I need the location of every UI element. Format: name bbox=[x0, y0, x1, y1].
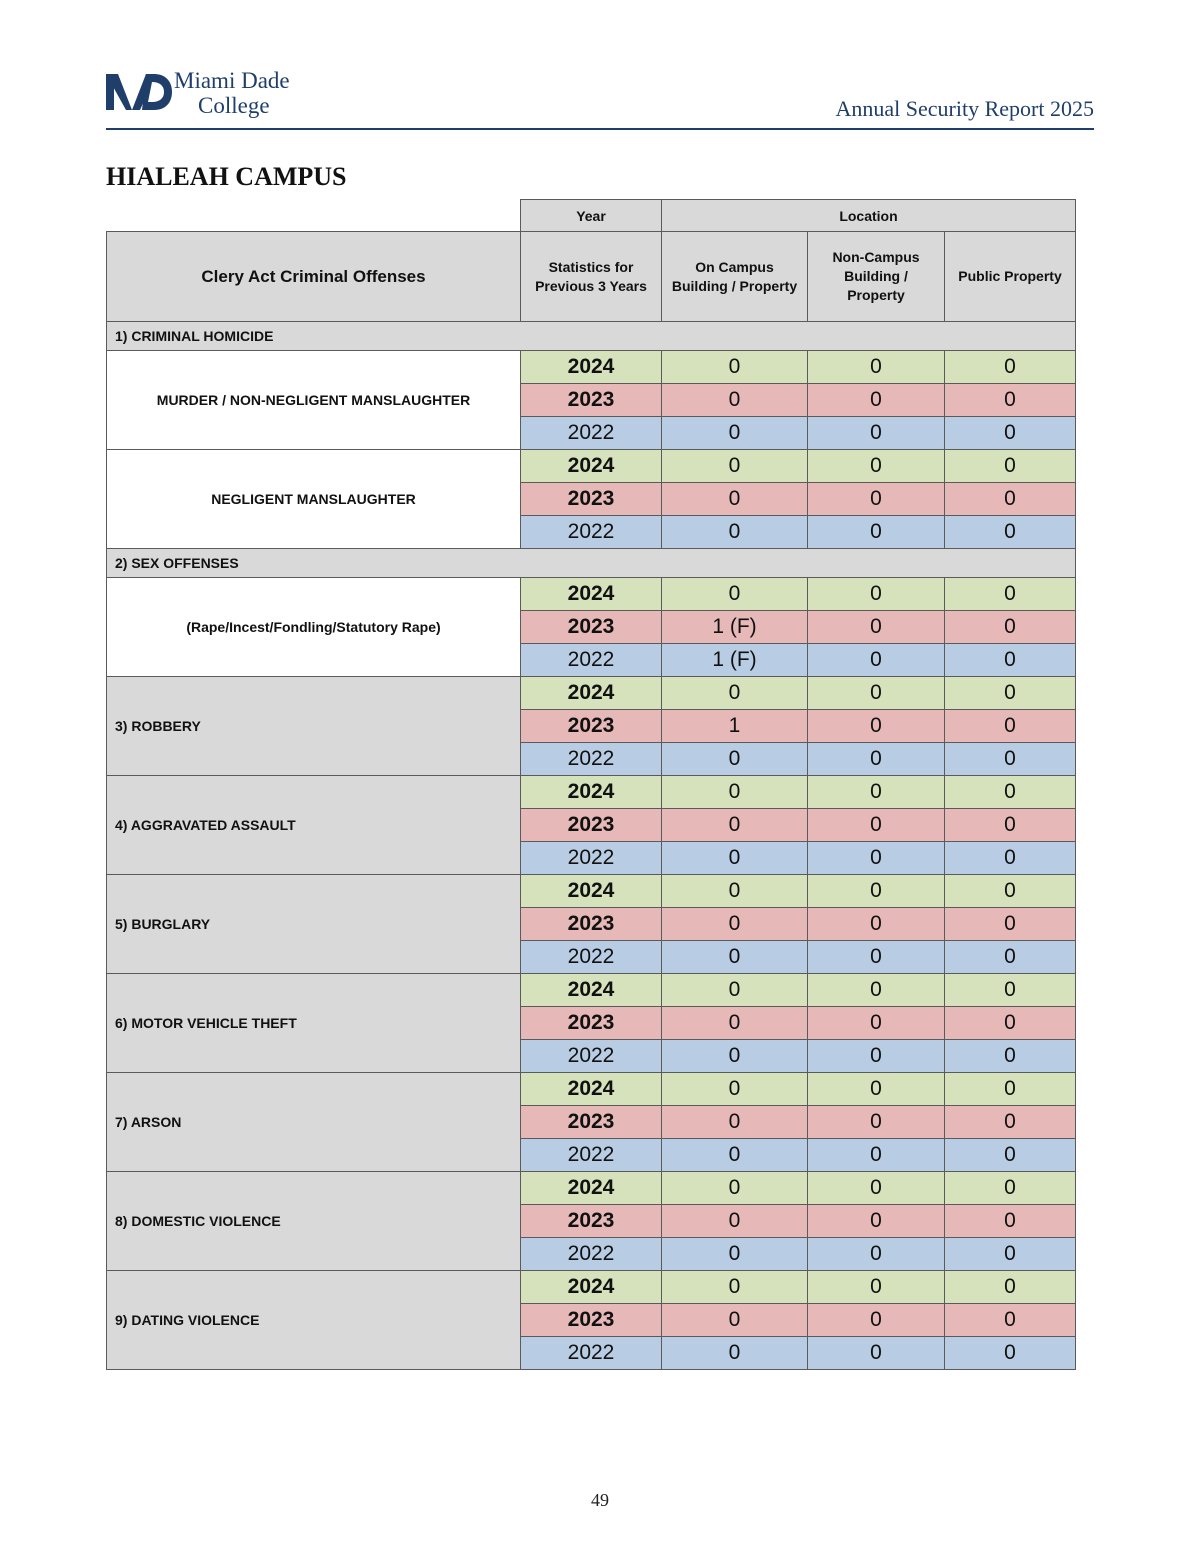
public-property-cell: 0 bbox=[945, 384, 1076, 417]
table-row bbox=[107, 974, 1076, 1007]
on-campus-cell: 0 bbox=[662, 483, 808, 516]
page-header bbox=[106, 68, 1094, 130]
public-property-cell: 0 bbox=[945, 1205, 1076, 1238]
section-row bbox=[107, 549, 1076, 578]
non-campus-cell: 0 bbox=[808, 842, 945, 875]
on-campus-cell: 1 (F) bbox=[662, 611, 808, 644]
year-cell: 2024 bbox=[521, 578, 662, 611]
public-property-cell: 0 bbox=[945, 809, 1076, 842]
on-campus-cell: 0 bbox=[662, 1172, 808, 1205]
public-property-cell: 0 bbox=[945, 1238, 1076, 1271]
col-header-public-property: Public Property bbox=[945, 232, 1076, 322]
on-campus-cell: 0 bbox=[662, 875, 808, 908]
year-cell: 2022 bbox=[521, 743, 662, 776]
public-property-cell: 0 bbox=[945, 1337, 1076, 1370]
year-cell: 2024 bbox=[521, 677, 662, 710]
year-cell: 2023 bbox=[521, 1106, 662, 1139]
on-campus-cell: 0 bbox=[662, 1337, 808, 1370]
on-campus-cell: 0 bbox=[662, 1271, 808, 1304]
on-campus-cell: 0 bbox=[662, 743, 808, 776]
public-property-cell: 0 bbox=[945, 611, 1076, 644]
year-cell: 2023 bbox=[521, 1007, 662, 1040]
non-campus-cell: 0 bbox=[808, 1106, 945, 1139]
offense-label: 7) ARSON bbox=[107, 1073, 521, 1172]
non-campus-cell: 0 bbox=[808, 1040, 945, 1073]
year-cell: 2022 bbox=[521, 1238, 662, 1271]
public-property-cell: 0 bbox=[945, 1073, 1076, 1106]
year-cell: 2024 bbox=[521, 776, 662, 809]
on-campus-cell: 0 bbox=[662, 809, 808, 842]
section-row bbox=[107, 322, 1076, 351]
public-property-cell: 0 bbox=[945, 743, 1076, 776]
table-row bbox=[107, 578, 1076, 611]
year-cell: 2022 bbox=[521, 644, 662, 677]
year-cell: 2022 bbox=[521, 1337, 662, 1370]
campus-title: HIALEAH CAMPUS bbox=[106, 162, 347, 191]
table-row bbox=[107, 351, 1076, 384]
non-campus-cell: 0 bbox=[808, 450, 945, 483]
on-campus-cell: 0 bbox=[662, 974, 808, 1007]
table-row bbox=[107, 1172, 1076, 1205]
year-cell: 2024 bbox=[521, 1073, 662, 1106]
on-campus-cell: 0 bbox=[662, 908, 808, 941]
col-header-offenses: Clery Act Criminal Offenses bbox=[107, 232, 521, 322]
col-header-non-campus: Non-Campus Building / Property bbox=[808, 232, 945, 322]
public-property-cell: 0 bbox=[945, 842, 1076, 875]
table-row bbox=[107, 1073, 1076, 1106]
on-campus-cell: 0 bbox=[662, 450, 808, 483]
non-campus-cell: 0 bbox=[808, 1073, 945, 1106]
col-header-on-campus: On Campus Building / Property bbox=[662, 232, 808, 322]
on-campus-cell: 0 bbox=[662, 516, 808, 549]
year-cell: 2022 bbox=[521, 1139, 662, 1172]
on-campus-cell: 0 bbox=[662, 1139, 808, 1172]
offense-label: 3) ROBBERY bbox=[107, 677, 521, 776]
non-campus-cell: 0 bbox=[808, 611, 945, 644]
non-campus-cell: 0 bbox=[808, 1271, 945, 1304]
non-campus-cell: 0 bbox=[808, 384, 945, 417]
year-cell: 2023 bbox=[521, 384, 662, 417]
year-cell: 2024 bbox=[521, 450, 662, 483]
non-campus-cell: 0 bbox=[808, 578, 945, 611]
header-year: Year bbox=[521, 200, 662, 232]
non-campus-cell: 0 bbox=[808, 1337, 945, 1370]
year-cell: 2022 bbox=[521, 842, 662, 875]
offense-label: 6) MOTOR VEHICLE THEFT bbox=[107, 974, 521, 1073]
year-cell: 2022 bbox=[521, 516, 662, 549]
logo-line-1: Miami Dade bbox=[174, 68, 290, 93]
year-cell: 2023 bbox=[521, 1304, 662, 1337]
on-campus-cell: 0 bbox=[662, 578, 808, 611]
non-campus-cell: 0 bbox=[808, 1007, 945, 1040]
public-property-cell: 0 bbox=[945, 776, 1076, 809]
non-campus-cell: 0 bbox=[808, 417, 945, 450]
header-location: Location bbox=[662, 200, 1076, 232]
public-property-cell: 0 bbox=[945, 1172, 1076, 1205]
offense-label: 8) DOMESTIC VIOLENCE bbox=[107, 1172, 521, 1271]
non-campus-cell: 0 bbox=[808, 908, 945, 941]
non-campus-cell: 0 bbox=[808, 644, 945, 677]
on-campus-cell: 0 bbox=[662, 417, 808, 450]
crime-statistics-table bbox=[106, 199, 1076, 1370]
non-campus-cell: 0 bbox=[808, 1139, 945, 1172]
table-row bbox=[107, 450, 1076, 483]
public-property-cell: 0 bbox=[945, 516, 1076, 549]
on-campus-cell: 0 bbox=[662, 941, 808, 974]
year-cell: 2023 bbox=[521, 611, 662, 644]
section-label: 2) SEX OFFENSES bbox=[107, 549, 1076, 578]
year-cell: 2024 bbox=[521, 875, 662, 908]
on-campus-cell: 0 bbox=[662, 1238, 808, 1271]
non-campus-cell: 0 bbox=[808, 1172, 945, 1205]
offense-label: 9) DATING VIOLENCE bbox=[107, 1271, 521, 1370]
year-cell: 2022 bbox=[521, 417, 662, 450]
non-campus-cell: 0 bbox=[808, 1238, 945, 1271]
public-property-cell: 0 bbox=[945, 941, 1076, 974]
year-cell: 2022 bbox=[521, 1040, 662, 1073]
year-cell: 2024 bbox=[521, 1172, 662, 1205]
offense-label: (Rape/Incest/Fondling/Statutory Rape) bbox=[107, 578, 521, 677]
non-campus-cell: 0 bbox=[808, 776, 945, 809]
public-property-cell: 0 bbox=[945, 974, 1076, 1007]
year-cell: 2024 bbox=[521, 974, 662, 1007]
year-cell: 2022 bbox=[521, 941, 662, 974]
report-title: Annual Security Report 2025 bbox=[835, 96, 1094, 121]
mdc-logo-icon bbox=[106, 70, 172, 114]
logo-wordmark bbox=[174, 68, 290, 118]
on-campus-cell: 0 bbox=[662, 842, 808, 875]
public-property-cell: 0 bbox=[945, 351, 1076, 384]
year-cell: 2023 bbox=[521, 483, 662, 516]
year-cell: 2023 bbox=[521, 809, 662, 842]
on-campus-cell: 0 bbox=[662, 1205, 808, 1238]
non-campus-cell: 0 bbox=[808, 1304, 945, 1337]
non-campus-cell: 0 bbox=[808, 516, 945, 549]
table-row bbox=[107, 1271, 1076, 1304]
section-label: 1) CRIMINAL HOMICIDE bbox=[107, 322, 1076, 351]
non-campus-cell: 0 bbox=[808, 941, 945, 974]
non-campus-cell: 0 bbox=[808, 809, 945, 842]
public-property-cell: 0 bbox=[945, 908, 1076, 941]
table-row bbox=[107, 875, 1076, 908]
on-campus-cell: 0 bbox=[662, 384, 808, 417]
on-campus-cell: 0 bbox=[662, 1106, 808, 1139]
offense-label: 5) BURGLARY bbox=[107, 875, 521, 974]
public-property-cell: 0 bbox=[945, 483, 1076, 516]
header-spacer bbox=[107, 200, 521, 232]
offense-label: NEGLIGENT MANSLAUGHTER bbox=[107, 450, 521, 549]
on-campus-cell: 0 bbox=[662, 1040, 808, 1073]
logo-line-2: College bbox=[198, 93, 270, 118]
on-campus-cell: 1 (F) bbox=[662, 644, 808, 677]
on-campus-cell: 0 bbox=[662, 1304, 808, 1337]
public-property-cell: 0 bbox=[945, 1271, 1076, 1304]
on-campus-cell: 0 bbox=[662, 1073, 808, 1106]
public-property-cell: 0 bbox=[945, 875, 1076, 908]
col-header-statistics: Statistics for Previous 3 Years bbox=[521, 232, 662, 322]
on-campus-cell: 0 bbox=[662, 677, 808, 710]
non-campus-cell: 0 bbox=[808, 974, 945, 1007]
on-campus-cell: 0 bbox=[662, 1007, 808, 1040]
year-cell: 2023 bbox=[521, 1205, 662, 1238]
on-campus-cell: 1 bbox=[662, 710, 808, 743]
non-campus-cell: 0 bbox=[808, 1205, 945, 1238]
public-property-cell: 0 bbox=[945, 578, 1076, 611]
non-campus-cell: 0 bbox=[808, 351, 945, 384]
non-campus-cell: 0 bbox=[808, 483, 945, 516]
year-cell: 2024 bbox=[521, 351, 662, 384]
non-campus-cell: 0 bbox=[808, 677, 945, 710]
public-property-cell: 0 bbox=[945, 1040, 1076, 1073]
public-property-cell: 0 bbox=[945, 1106, 1076, 1139]
year-cell: 2023 bbox=[521, 710, 662, 743]
on-campus-cell: 0 bbox=[662, 351, 808, 384]
public-property-cell: 0 bbox=[945, 417, 1076, 450]
year-cell: 2023 bbox=[521, 908, 662, 941]
public-property-cell: 0 bbox=[945, 677, 1076, 710]
non-campus-cell: 0 bbox=[808, 875, 945, 908]
year-cell: 2024 bbox=[521, 1271, 662, 1304]
offense-label: 4) AGGRAVATED ASSAULT bbox=[107, 776, 521, 875]
non-campus-cell: 0 bbox=[808, 743, 945, 776]
public-property-cell: 0 bbox=[945, 710, 1076, 743]
public-property-cell: 0 bbox=[945, 1007, 1076, 1040]
public-property-cell: 0 bbox=[945, 644, 1076, 677]
table-row bbox=[107, 776, 1076, 809]
table-row bbox=[107, 677, 1076, 710]
on-campus-cell: 0 bbox=[662, 776, 808, 809]
public-property-cell: 0 bbox=[945, 450, 1076, 483]
page-number: 49 bbox=[591, 1490, 609, 1510]
public-property-cell: 0 bbox=[945, 1304, 1076, 1337]
offense-label: MURDER / NON-NEGLIGENT MANSLAUGHTER bbox=[107, 351, 521, 450]
non-campus-cell: 0 bbox=[808, 710, 945, 743]
public-property-cell: 0 bbox=[945, 1139, 1076, 1172]
crime-statistics-table-wrapper bbox=[106, 199, 1076, 1370]
